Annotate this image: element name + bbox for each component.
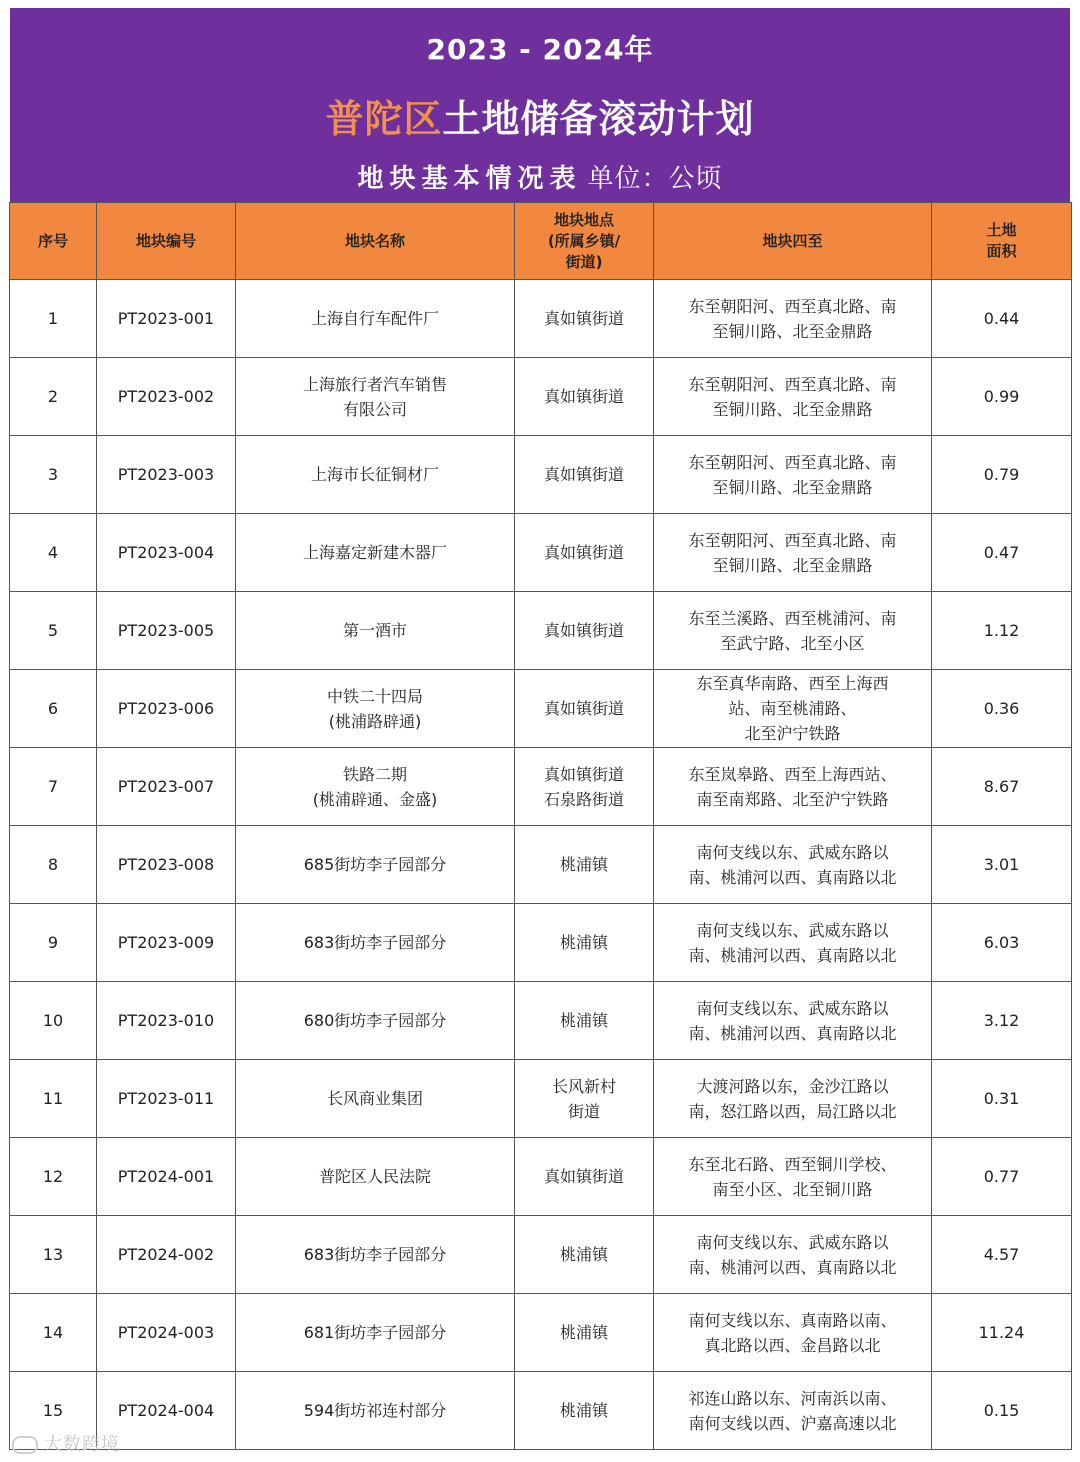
cell-bounds: 南何支线以东、武威东路以 南、桃浦河以西、真南路以北 bbox=[654, 1216, 932, 1294]
cell-no: 4 bbox=[10, 514, 97, 592]
cell-bounds: 东至朝阳河、西至真北路、南 至铜川路、北至金鼎路 bbox=[654, 280, 932, 358]
cell-no: 13 bbox=[10, 1216, 97, 1294]
table-row bbox=[10, 1372, 1072, 1450]
cell-no: 6 bbox=[10, 670, 97, 748]
cell-area: 0.99 bbox=[932, 358, 1072, 436]
cell-code: PT2024-003 bbox=[97, 1294, 236, 1372]
cell-name: 铁路二期 (桃浦辟通、金盛) bbox=[236, 748, 515, 826]
cell-area: 3.01 bbox=[932, 826, 1072, 904]
watermark-logo-icon bbox=[12, 1436, 38, 1454]
cell-location: 桃浦镇 bbox=[515, 826, 654, 904]
cell-location: 真如镇街道 bbox=[515, 358, 654, 436]
title-district: 普陀区 bbox=[325, 97, 443, 141]
cell-area: 1.12 bbox=[932, 592, 1072, 670]
cell-location: 桃浦镇 bbox=[515, 1216, 654, 1294]
table-row bbox=[10, 592, 1072, 670]
cell-location: 真如镇街道 bbox=[515, 1138, 654, 1216]
table-row bbox=[10, 1216, 1072, 1294]
subtitle-unit: 单位：公顷 bbox=[587, 164, 723, 194]
land-plot-table bbox=[9, 202, 1072, 1450]
cell-no: 14 bbox=[10, 1294, 97, 1372]
table-row bbox=[10, 826, 1072, 904]
cell-location: 真如镇街道 bbox=[515, 280, 654, 358]
cell-bounds: 东至岚皋路、西至上海西站、 南至南郑路、北至沪宁铁路 bbox=[654, 748, 932, 826]
cell-code: PT2023-001 bbox=[97, 280, 236, 358]
cell-location: 真如镇街道 bbox=[515, 670, 654, 748]
cell-area: 0.36 bbox=[932, 670, 1072, 748]
cell-bounds: 大渡河路以东，金沙江路以 南，怒江路以西，局江路以北 bbox=[654, 1060, 932, 1138]
cell-code: PT2023-009 bbox=[97, 904, 236, 982]
cell-no: 9 bbox=[10, 904, 97, 982]
cell-name: 第一酒市 bbox=[236, 592, 515, 670]
cell-code: PT2023-011 bbox=[97, 1060, 236, 1138]
cell-no: 12 bbox=[10, 1138, 97, 1216]
cell-no: 3 bbox=[10, 436, 97, 514]
table-row bbox=[10, 670, 1072, 748]
table-row bbox=[10, 436, 1072, 514]
cell-bounds: 南何支线以东、武威东路以 南、桃浦河以西、真南路以北 bbox=[654, 904, 932, 982]
cell-name: 上海市长征铜材厂 bbox=[236, 436, 515, 514]
cell-name: 中铁二十四局 (桃浦路辟通) bbox=[236, 670, 515, 748]
col-header-name: 地块名称 bbox=[236, 203, 515, 280]
cell-bounds: 南何支线以东、真南路以南、 真北路以西、金昌路以北 bbox=[654, 1294, 932, 1372]
cell-location: 真如镇街道 bbox=[515, 514, 654, 592]
cell-name: 上海旅行者汽车销售 有限公司 bbox=[236, 358, 515, 436]
cell-area: 8.67 bbox=[932, 748, 1072, 826]
cell-area: 3.12 bbox=[932, 982, 1072, 1060]
subtitle-table-name: 地块基本情况表 bbox=[357, 164, 582, 194]
cell-area: 0.44 bbox=[932, 280, 1072, 358]
cell-location: 桃浦镇 bbox=[515, 904, 654, 982]
cell-bounds: 东至朝阳河、西至真北路、南 至铜川路、北至金鼎路 bbox=[654, 514, 932, 592]
cell-no: 10 bbox=[10, 982, 97, 1060]
cell-name: 683街坊李子园部分 bbox=[236, 904, 515, 982]
cell-no: 1 bbox=[10, 280, 97, 358]
cell-bounds: 东至真华南路、西至上海西 站、南至桃浦路、 北至沪宁铁路 bbox=[654, 670, 932, 748]
cell-code: PT2023-010 bbox=[97, 982, 236, 1060]
cell-no: 7 bbox=[10, 748, 97, 826]
cell-bounds: 南何支线以东、武威东路以 南、桃浦河以西、真南路以北 bbox=[654, 826, 932, 904]
cell-area: 0.77 bbox=[932, 1138, 1072, 1216]
col-header-location: 地块地点 (所属乡镇/ 街道) bbox=[515, 203, 654, 280]
cell-location: 真如镇街道 bbox=[515, 436, 654, 514]
col-header-code: 地块编号 bbox=[97, 203, 236, 280]
table-row bbox=[10, 514, 1072, 592]
cell-name: 680街坊李子园部分 bbox=[236, 982, 515, 1060]
cell-name: 685街坊李子园部分 bbox=[236, 826, 515, 904]
cell-code: PT2024-001 bbox=[97, 1138, 236, 1216]
cell-no: 11 bbox=[10, 1060, 97, 1138]
cell-name: 681街坊李子园部分 bbox=[236, 1294, 515, 1372]
cell-bounds: 东至朝阳河、西至真北路、南 至铜川路、北至金鼎路 bbox=[654, 358, 932, 436]
cell-code: PT2023-002 bbox=[97, 358, 236, 436]
cell-code: PT2023-004 bbox=[97, 514, 236, 592]
cell-name: 上海自行车配件厂 bbox=[236, 280, 515, 358]
cell-area: 4.57 bbox=[932, 1216, 1072, 1294]
title-banner bbox=[10, 8, 1070, 202]
cell-code: PT2023-006 bbox=[97, 670, 236, 748]
cell-area: 0.31 bbox=[932, 1060, 1072, 1138]
table-header-row bbox=[10, 203, 1072, 280]
cell-area: 6.03 bbox=[932, 904, 1072, 982]
table-row bbox=[10, 982, 1072, 1060]
cell-location: 桃浦镇 bbox=[515, 982, 654, 1060]
table-row bbox=[10, 904, 1072, 982]
cell-location: 真如镇街道 石泉路街道 bbox=[515, 748, 654, 826]
cell-code: PT2024-002 bbox=[97, 1216, 236, 1294]
cell-code: PT2023-008 bbox=[97, 826, 236, 904]
col-header-area: 土地 面积 bbox=[932, 203, 1072, 280]
cell-area: 11.24 bbox=[932, 1294, 1072, 1372]
col-header-no: 序号 bbox=[10, 203, 97, 280]
table-row bbox=[10, 748, 1072, 826]
cell-name: 长风商业集团 bbox=[236, 1060, 515, 1138]
cell-location: 真如镇街道 bbox=[515, 592, 654, 670]
cell-no: 2 bbox=[10, 358, 97, 436]
cell-area: 0.47 bbox=[932, 514, 1072, 592]
title-plan: 土地储备滚动计划 bbox=[442, 97, 755, 141]
table-row bbox=[10, 1060, 1072, 1138]
col-header-bounds: 地块四至 bbox=[654, 203, 932, 280]
cell-name: 683街坊李子园部分 bbox=[236, 1216, 515, 1294]
cell-code: PT2023-003 bbox=[97, 436, 236, 514]
cell-bounds: 南何支线以东、武威东路以 南、桃浦河以西、真南路以北 bbox=[654, 982, 932, 1060]
year-range: 2023 - 2024年 bbox=[426, 33, 654, 66]
cell-name: 上海嘉定新建木器厂 bbox=[236, 514, 515, 592]
cell-location: 桃浦镇 bbox=[515, 1372, 654, 1450]
cell-code: PT2023-005 bbox=[97, 592, 236, 670]
cell-no: 8 bbox=[10, 826, 97, 904]
cell-name: 普陀区人民法院 bbox=[236, 1138, 515, 1216]
subtitle bbox=[10, 158, 1070, 195]
table-row bbox=[10, 280, 1072, 358]
table-row bbox=[10, 1294, 1072, 1372]
cell-no: 5 bbox=[10, 592, 97, 670]
watermark-text: 大数跨境 bbox=[44, 1434, 120, 1455]
cell-location: 桃浦镇 bbox=[515, 1294, 654, 1372]
page-title bbox=[10, 88, 1070, 143]
cell-code: PT2024-004 bbox=[97, 1372, 236, 1450]
cell-bounds: 东至北石路、西至铜川学校、 南至小区、北至铜川路 bbox=[654, 1138, 932, 1216]
cell-bounds: 东至兰溪路、西至桃浦河、南 至武宁路、北至小区 bbox=[654, 592, 932, 670]
watermark bbox=[12, 1430, 120, 1456]
cell-name: 594街坊祁连村部分 bbox=[236, 1372, 515, 1450]
cell-area: 0.15 bbox=[932, 1372, 1072, 1450]
cell-area: 0.79 bbox=[932, 436, 1072, 514]
table-row bbox=[10, 358, 1072, 436]
table-row bbox=[10, 1138, 1072, 1216]
cell-no: 15 bbox=[10, 1372, 97, 1450]
cell-code: PT2023-007 bbox=[97, 748, 236, 826]
cell-location: 长风新村 街道 bbox=[515, 1060, 654, 1138]
cell-bounds: 东至朝阳河、西至真北路、南 至铜川路、北至金鼎路 bbox=[654, 436, 932, 514]
cell-bounds: 祁连山路以东、河南浜以南、 南何支线以西、沪嘉高速以北 bbox=[654, 1372, 932, 1450]
